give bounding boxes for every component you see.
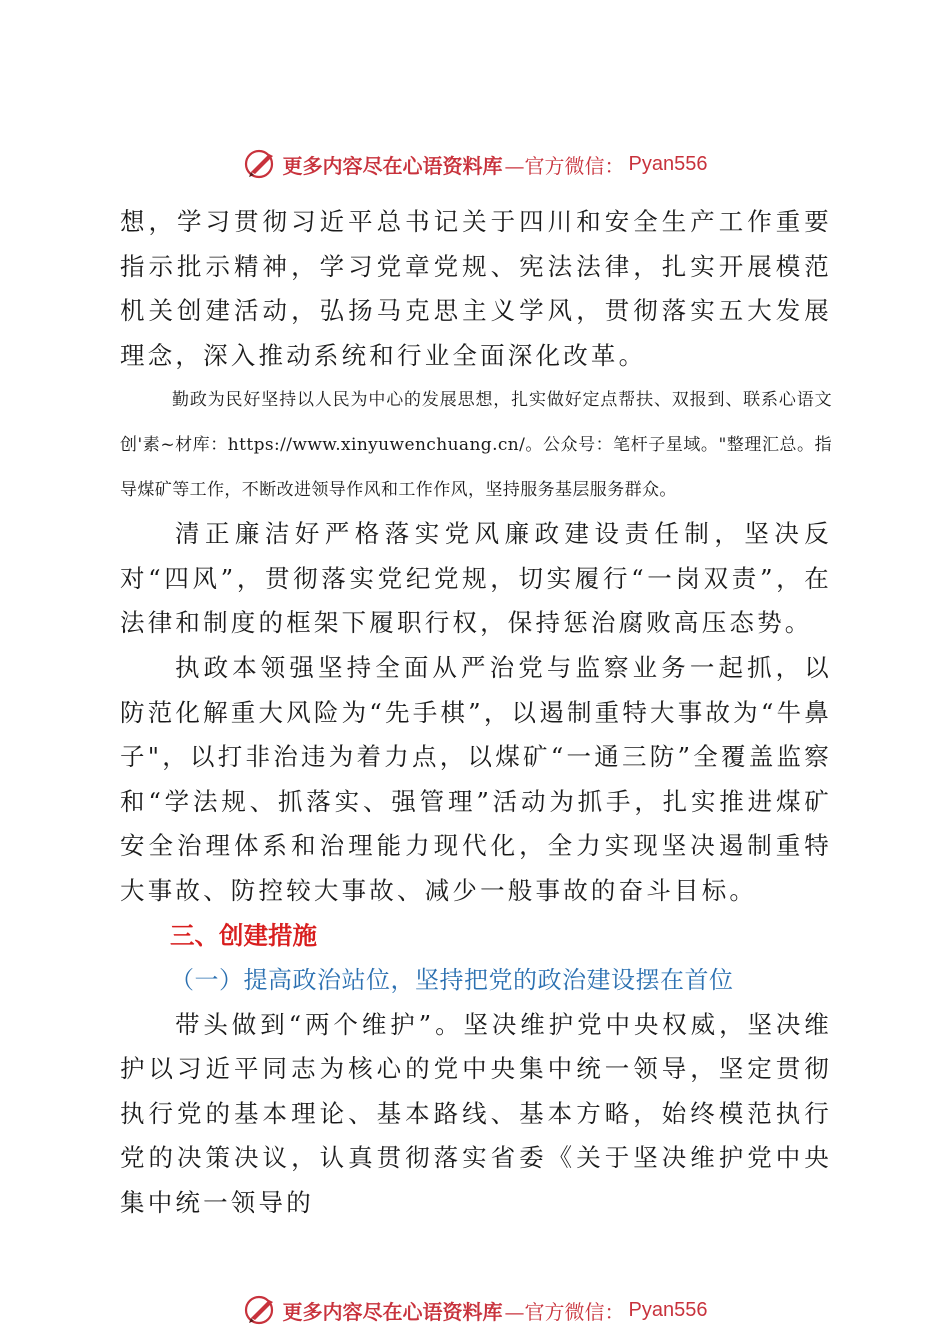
banner-text: 更多内容尽在心语资料库 [282,1299,503,1324]
paragraph-5: 带头做到“两个维护”。坚决维护党中央权威，坚决维护以习近平同志为核心的党中央集中统一领导，坚定贯彻执行党的基本理论、基本路线、基本方略，始终模范执行党的决策决议，认真贯彻落实省委《关于坚决维护党中央集中统一领导的 [120,1009,832,1218]
paragraph-2: 勤政为民好坚持以人民为中心的发展思想，扎实做好定点帮扶、双报到、联系心语文创'素~材库：https://www.xinyuwenchuang.cn/。公众号：笔杆子星域。"整理汇总。指导煤矿等工作，不断改进领导作风和工作作风，坚持服务基层服务群众。 [120,390,832,500]
sub-heading: （一）提高政治站位，坚持把党的政治建设摆在首位 [170,966,734,995]
banner-sub: —官方微信： [504,1299,625,1324]
paragraph-4: 执政本领强坚持全面从严治党与监察业务一起抓，以防范化解重大风险为“先手棋”，以遏制重特大事故为“牛鼻子"，以打非治违为着力点，以煤矿“一通三防”全覆盖监察和“学法规、抓落实、强管理”活动为抓手，扎实推进煤矿安全治理体系和治理能力现代化，全力实现坚决遏制重特大事故、防控较大事故、减少一般事故的奋斗目标。 [120,652,832,905]
paragraph-1: 想，学习贯彻习近平总书记关于四川和安全生产工作重要指示批示精神，学习党章党规、宪法法律，扎实开展模范机关创建活动，弘扬马克思主义学风，贯彻落实五大发展理念，深入推动系统和行业全面深化改革。 [120,207,832,370]
paragraph-3: 清正廉洁好严格落实党风廉政建设责任制，坚决反对“四风”，贯彻落实党纪党规，切实履行“一岗双责”，在法律和制度的框架下履职行权，保持惩治腐败高压态势。 [120,519,832,638]
pen-logo-icon [243,1292,279,1328]
banner-wechat-id: Pyan556 [628,1298,708,1321]
banner-wechat-id: Pyan556 [628,152,708,175]
section-heading: 三、创建措施 [170,920,317,950]
header-watermark-banner [0,144,950,184]
document-body [120,200,832,1226]
banner-text: 更多内容尽在心语资料库 [282,153,503,178]
pen-logo-icon [243,146,279,182]
banner-sub: —官方微信： [504,153,625,178]
footer-watermark-banner [0,1290,950,1330]
